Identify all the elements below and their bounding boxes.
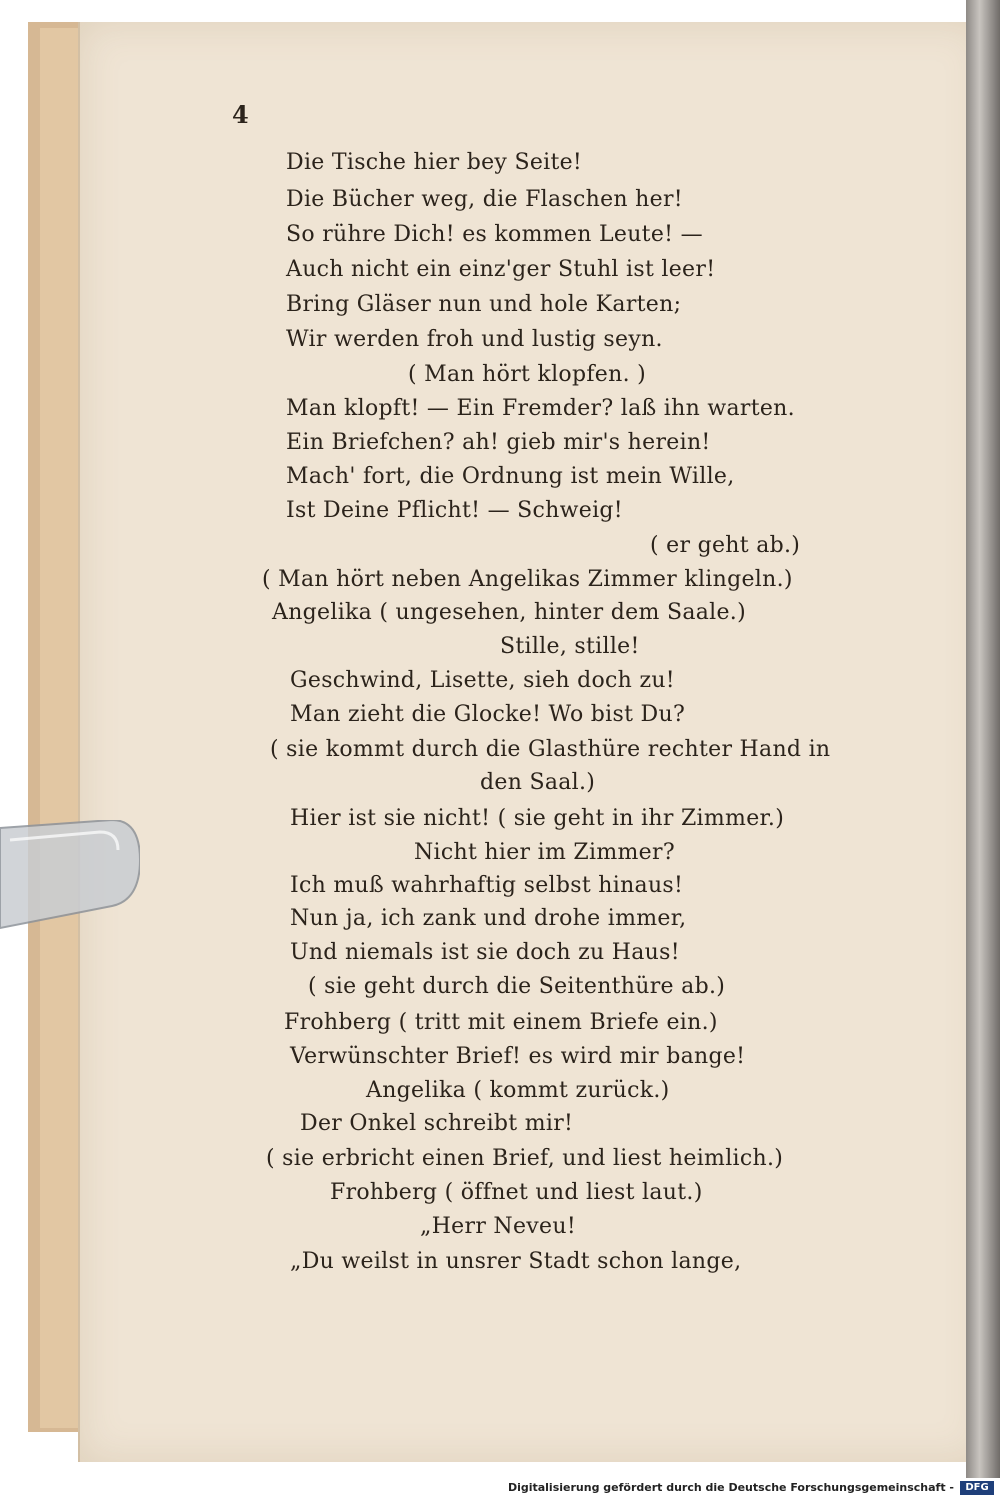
text-line: So rühre Dich! es kommen Leute! — [286,222,703,247]
text-line: Und niemals ist sie doch zu Haus! [290,940,680,965]
footer-credit: Digitalisierung gefördert durch die Deutsche Forschungsgemeinschaft - [507,1481,954,1494]
speaker-line: Angelika ( kommt zurück.) [366,1078,670,1103]
text-line: Der Onkel schreibt mir! [300,1111,574,1136]
stage-direction: ( sie geht durch die Seitenthüre ab.) [308,974,726,999]
text-line: Mach' fort, die Ordnung ist mein Wille, [286,464,735,489]
text-line: Verwünschter Brief! es wird mir bange! [290,1044,746,1069]
text-line: Die Bücher weg, die Flaschen her! [286,187,683,212]
text-line: „Du weilst in unsrer Stadt schon lange, [290,1249,742,1274]
text-line: Man klopft! — Ein Fremder? laß ihn warten. [286,396,795,421]
text-line: Man zieht die Glocke! Wo bist Du? [290,702,686,727]
page-holder-clip [0,820,140,930]
text-line: Hier ist sie nicht! ( sie geht in ihr Zimmer.) [290,806,785,831]
text-line: Geschwind, Lisette, sieh doch zu! [290,668,675,693]
scanner-edge [966,0,1000,1478]
text-line: Ist Deine Pflicht! — Schweig! [286,498,623,523]
text-line: Wir werden froh und lustig seyn. [286,327,663,352]
stage-direction: ( sie erbricht einen Brief, und liest heimlich.) [266,1146,784,1171]
stage-direction: ( er geht ab.) [650,533,801,558]
speaker-line: Frohberg ( öffnet und liest laut.) [330,1180,703,1205]
text-line: Ich muß wahrhaftig selbst hinaus! [290,873,684,898]
text-line: Nun ja, ich zank und drohe immer, [290,906,687,931]
speaker-line: Frohberg ( tritt mit einem Briefe ein.) [284,1010,718,1035]
text-line: Nicht hier im Zimmer? [414,840,675,865]
text-line: Auch nicht ein einz'ger Stuhl ist leer! [286,257,716,282]
page-number: 4 [232,100,249,129]
text-line: Ein Briefchen? ah! gieb mir's herein! [286,430,711,455]
text-line: Bring Gläser nun und hole Karten; [286,292,682,317]
stage-direction: ( Man hört klopfen. ) [408,362,647,387]
speaker-line: Angelika ( ungesehen, hinter dem Saale.) [272,600,746,625]
stage-direction: ( Man hört neben Angelikas Zimmer klingeln.) [262,567,793,592]
stage-direction: den Saal.) [480,770,596,795]
stage-direction: ( sie kommt durch die Glasthüre rechter Hand in [270,737,831,762]
dfg-logo: DFG [960,1481,994,1495]
text-line: Die Tische hier bey Seite! [286,150,583,175]
text-line: Stille, stille! [500,634,640,659]
footer-bar [0,1478,1000,1499]
text-line: „Herr Neveu! [420,1214,576,1239]
